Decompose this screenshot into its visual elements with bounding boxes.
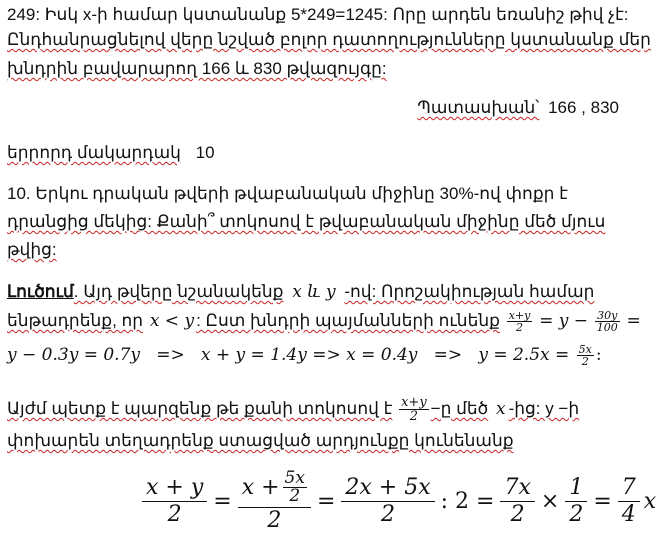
eq-frac-2: x + $\frac{5x}{2}$ 2 xyxy=(238,468,311,534)
eq-frac-4: $\frac{7x}{2}$ xyxy=(500,475,534,528)
eq-frac-5: $\frac{1}{2}$ xyxy=(565,475,587,528)
eq-frac-1: $\frac{x + y}{2}$ xyxy=(142,475,207,528)
level-label: երրորդ մակարդակ xyxy=(7,143,181,162)
solution-line-4: Այժմ պետք է պարզենք թե քանի տոկոսով է $\frac{x+y}{2}$ −ը մեծ x -ից: y −ի xyxy=(7,395,580,424)
level-line xyxy=(7,142,215,164)
eq-frac-3: $\frac{2x + 5x}{2}$ xyxy=(341,475,434,528)
problem-10-line-3: թվից: xyxy=(7,240,57,259)
solution-line-1: Լուծում. Այդ թվերը նշանակենք x և y -ով: Որոշակիության համար xyxy=(7,282,595,302)
fraction-mean: $\frac{x+y}{2}$ xyxy=(508,309,531,335)
solution-line-2: ենթադրենք, որ x < y : Ըստ խնդրի պայմանների ունենք $\frac{x+y}{2}$ = y − $\frac{30y}{100}$ = xyxy=(7,309,641,335)
final-equation: $\frac{x + y}{2}$ = x + $\frac{5x}{2}$ 2 = $\frac{2x + 5x}{2}$ : 2 = $\frac{7x}{2}$ × $\frac{1}{2}$ = $\frac{7}{4}$ x xyxy=(140,468,656,534)
answer-values: 166 , 830 xyxy=(548,98,619,117)
eq-inner-frac: $\frac{5x}{2}$ xyxy=(284,468,305,506)
problem-249-line-2: Ընդհանրացնելով վերը նշված բոլոր դատողությունները կստանանք մեր xyxy=(7,30,651,49)
answer-line xyxy=(417,97,619,119)
solution-heading: Լուծում xyxy=(7,282,74,301)
solution-line-3: y − 0.3y = 0.7y => x + y = 1.4y => x = 0.4y => y = 2.5x = $\frac{5x}{2}$ : xyxy=(7,343,602,368)
fraction-mean-2: $\frac{x+y}{2}$ xyxy=(401,395,427,424)
fraction-5x-over-2: $\frac{5x}{2}$ xyxy=(578,343,592,368)
problem-249-line-1: 249: Իսկ x-ի համար կստանանք 5*249=1245: Որը արդեն եռանիշ թիվ չէ: xyxy=(7,5,629,24)
level-number: 10 xyxy=(195,143,215,162)
problem-10-line-2: դրանցից մեկից: Քանի՞ տոկոսով է թվաբանական միջինը մեծ մյուս xyxy=(7,212,606,231)
answer-label: Պատասխան՝ xyxy=(417,98,540,117)
fraction-30-percent: $\frac{30y}{100}$ xyxy=(596,309,618,335)
eq-frac-6: $\frac{7}{4}$ xyxy=(618,475,640,528)
problem-10-line-1: 10. Երկու դրական թվերի թվաբանական միջինը 30%-ով փոքր է xyxy=(7,184,568,203)
solution-line-5: փոխարեն տեղադրենք ստացված արդյունքը կունենանք xyxy=(7,431,514,450)
problem-249-line-3: խնդրին բավարարող 166 և 830 թվազույգը: xyxy=(7,59,387,78)
